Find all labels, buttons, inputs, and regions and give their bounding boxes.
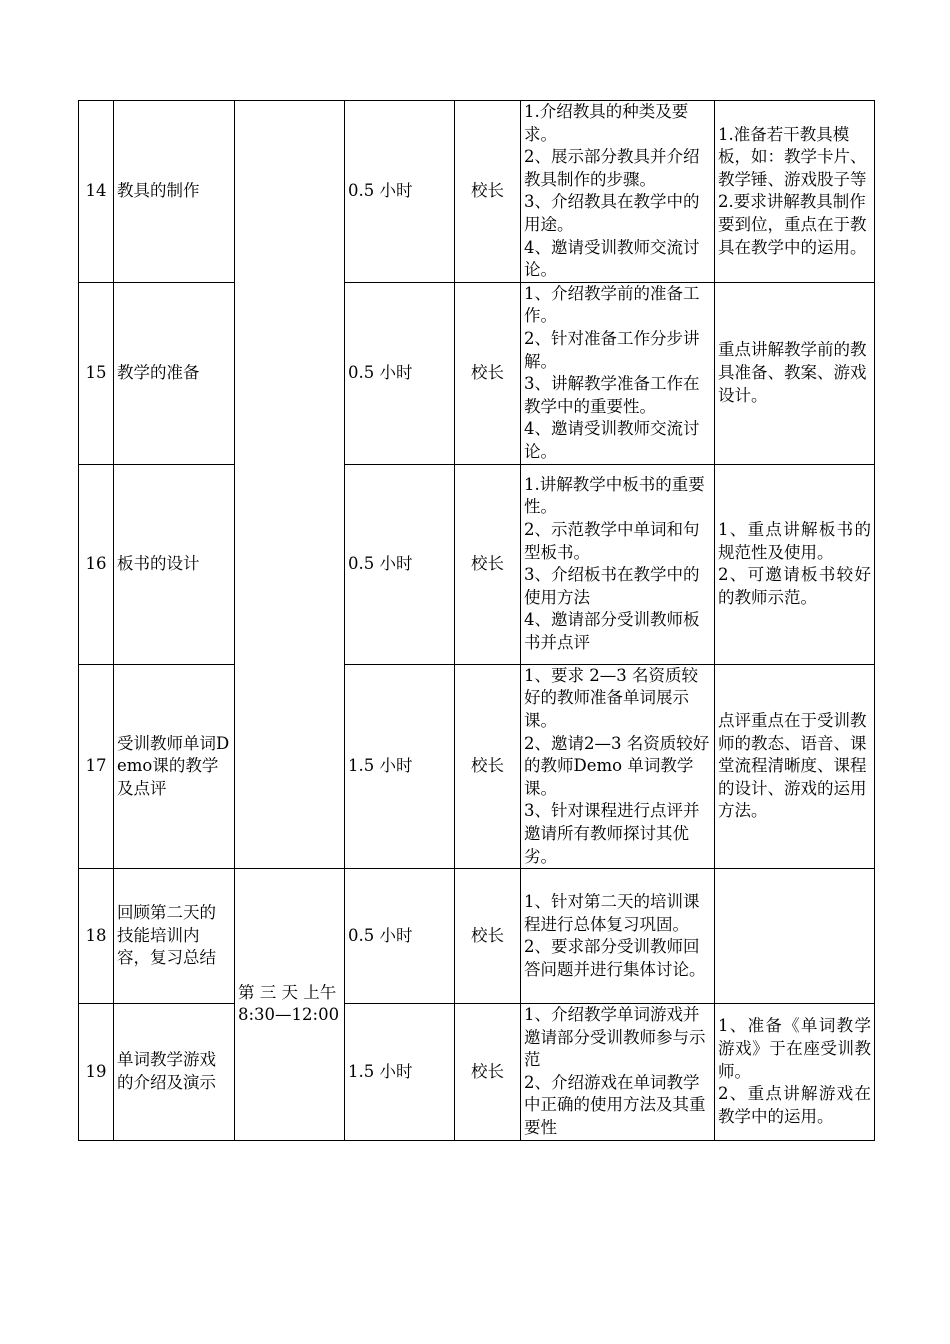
note-line: 2.要求讲解教具制作要到位，重点在于教具在教学中的运用。: [718, 192, 867, 257]
presenter-cell: 校长: [455, 664, 521, 868]
step-line: 1.介绍教具的种类及要求。: [524, 102, 689, 144]
presenter-cell: 校长: [455, 101, 521, 283]
notes-cell: [715, 464, 875, 664]
steps-cell: [521, 869, 715, 1004]
table-row: [79, 1004, 875, 1141]
step-line: 3、讲解教学准备工作在教学中的重要性。: [524, 374, 700, 416]
topic-cell: 板书的设计: [114, 464, 235, 664]
note-line: 重点讲解教学前的教具准备、教案、游戏设计。: [718, 340, 867, 405]
table-row: [79, 464, 875, 664]
note-line: 1.准备若干教具模板，如：教学卡片、教学锤、游戏股子等: [718, 124, 867, 189]
steps-cell: [521, 464, 715, 664]
step-line: 1、针对第二天的培训课程进行总体复习巩固。: [524, 891, 700, 934]
notes-cell: [715, 101, 875, 283]
topic-cell: 教具的制作: [114, 101, 235, 283]
step-line: 2、邀请2—3 名资质较好的教师Demo 单词教学课。: [524, 733, 710, 798]
duration-cell: 0.5 小时: [345, 282, 455, 464]
presenter-cell: 校长: [455, 282, 521, 464]
row-number: 14: [79, 101, 114, 283]
note-line: 2、可邀请板书较好的教师示范。: [718, 565, 871, 607]
note-line: 1、重点讲解板书的规范性及使用。: [718, 520, 871, 562]
duration-cell: 0.5 小时: [345, 101, 455, 283]
presenter-cell: 校长: [455, 869, 521, 1004]
step-line: 4、邀请部分受训教师板书并点评: [524, 610, 700, 653]
notes-cell: [715, 1004, 875, 1141]
note-line: 2、重点讲解游戏在教学中的运用。: [718, 1084, 871, 1126]
step-line: 2、介绍游戏在单词教学中正确的使用方法及其重要性: [524, 1072, 706, 1138]
session-cell-day2: [235, 101, 345, 869]
training-schedule-table: [78, 100, 875, 1141]
notes-cell: [715, 869, 875, 1004]
steps-cell: [521, 1004, 715, 1141]
presenter-cell: 校长: [455, 1004, 521, 1141]
notes-cell: [715, 664, 875, 868]
topic-cell: 单词教学游戏的介绍及演示: [114, 1004, 235, 1141]
table-row: [79, 282, 875, 464]
topic-cell: 教学的准备: [114, 282, 235, 464]
notes-cell: [715, 282, 875, 464]
table-row: [79, 101, 875, 283]
step-line: 1、要求 2—3 名资质较好的教师准备单词展示课。: [524, 665, 698, 730]
presenter-cell: 校长: [455, 464, 521, 664]
step-line: 1.讲解教学中板书的重要性。: [524, 474, 705, 517]
row-number: 17: [79, 664, 114, 868]
row-number: 18: [79, 869, 114, 1004]
row-number: 16: [79, 464, 114, 664]
step-line: 3、介绍教具在教学中的用途。: [524, 192, 700, 234]
step-line: 2、针对准备工作分步讲解。: [524, 329, 700, 371]
topic-cell: 受训教师单词Demo课的教学及点评: [114, 664, 235, 868]
duration-cell: 0.5 小时: [345, 869, 455, 1004]
step-line: 3、介绍板书在教学中的使用方法: [524, 565, 700, 607]
step-line: 1、介绍教学单词游戏并邀请部分受训教师参与示范: [524, 1005, 706, 1070]
step-line: 2、展示部分教具并介绍教具制作的步骤。: [524, 147, 700, 189]
table-row: [79, 869, 875, 1004]
step-line: 4、邀请受训教师交流讨论。: [524, 237, 700, 280]
duration-cell: 1.5 小时: [345, 1004, 455, 1141]
step-line: 2、示范教学中单词和句型板书。: [524, 520, 700, 562]
session-cell-day3: 第 三 天 上午 8:30—12:00: [235, 869, 345, 1141]
topic-cell: 回顾第二天的技能培训内容，复习总结: [114, 869, 235, 1004]
row-number: 19: [79, 1004, 114, 1141]
step-line: 2、要求部分受训教师回答问题并进行集体讨论。: [524, 937, 706, 979]
step-line: 3、针对课程进行点评并邀请所有教师探讨其优劣。: [524, 801, 700, 866]
step-line: 1、介绍教学前的准备工作。: [524, 283, 700, 326]
step-line: 4、邀请受训教师交流讨论。: [524, 419, 700, 462]
duration-cell: 0.5 小时: [345, 464, 455, 664]
row-number: 15: [79, 282, 114, 464]
steps-cell: [521, 664, 715, 868]
note-line: 点评重点在于受训教师的教态、语音、课堂流程清晰度、课程的设计、游戏的运用方法。: [718, 710, 867, 821]
steps-cell: [521, 101, 715, 283]
steps-cell: [521, 282, 715, 464]
duration-cell: 1.5 小时: [345, 664, 455, 868]
note-line: 1、准备《单词教学游戏》于在座受训教师。: [718, 1016, 871, 1081]
table-row: [79, 664, 875, 868]
